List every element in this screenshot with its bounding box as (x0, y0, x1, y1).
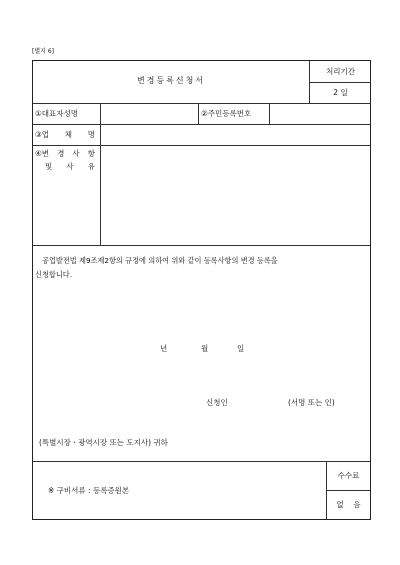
and-reason-label (45, 163, 95, 171)
resident-number-field[interactable] (270, 104, 370, 123)
row-line-5 (33, 461, 370, 462)
change-items-char-2: 사 (72, 149, 80, 158)
and-reason-char-1: 및 (45, 162, 53, 171)
statement-line-1: 공업발전법 제9조제2항의 규정에 의하여 위와 같이 등록사항의 변경 등록을 (42, 256, 278, 265)
representative-name-field[interactable] (101, 104, 197, 123)
representative-name-label: ①대표자성명 (35, 109, 78, 118)
date-day: 일 (237, 344, 245, 353)
processing-period-value: 2 일 (333, 88, 348, 97)
form-title: 변경등록신청서 (136, 76, 206, 85)
required-documents: ※ 구비서류 : 등록증원본 (48, 486, 130, 495)
processing-divider (309, 82, 371, 83)
statement-line-2: 신청합니다. (35, 270, 73, 279)
change-items-prefix: ④변 (35, 149, 49, 158)
addressee: (특별시장ㆍ광역시장 또는 도지사) 귀하 (39, 438, 168, 447)
date-year: 년 (160, 344, 168, 353)
company-name-end: 명 (87, 130, 95, 139)
resident-label-left (198, 103, 199, 124)
annex-label: [별지 6] (32, 48, 54, 55)
company-name-prefix: ③업 (35, 130, 49, 139)
resident-number-label: ②주민등록번호 (201, 109, 252, 118)
fee-label: 수수료 (337, 471, 360, 480)
change-items-label (35, 150, 95, 158)
and-reason-char-2: 사 (66, 162, 74, 171)
company-name-field[interactable] (101, 125, 370, 144)
change-items-field[interactable] (101, 146, 370, 244)
change-items-char-3: 항 (87, 149, 95, 158)
fee-value: 없 음 (336, 500, 361, 509)
application-form (32, 60, 371, 520)
change-items-char-1: 경 (57, 149, 65, 158)
applicant-label: 신청인 (206, 398, 228, 407)
row-line-4 (33, 245, 370, 246)
signature-label: (서명 또는 인) (288, 398, 335, 407)
date-month: 월 (201, 344, 209, 353)
processing-period-label: 처리기간 (326, 67, 355, 76)
fee-split (326, 490, 370, 491)
company-name-mid: 체 (64, 130, 72, 139)
and-reason-char-3: 유 (87, 162, 95, 171)
company-name-label (35, 131, 95, 139)
